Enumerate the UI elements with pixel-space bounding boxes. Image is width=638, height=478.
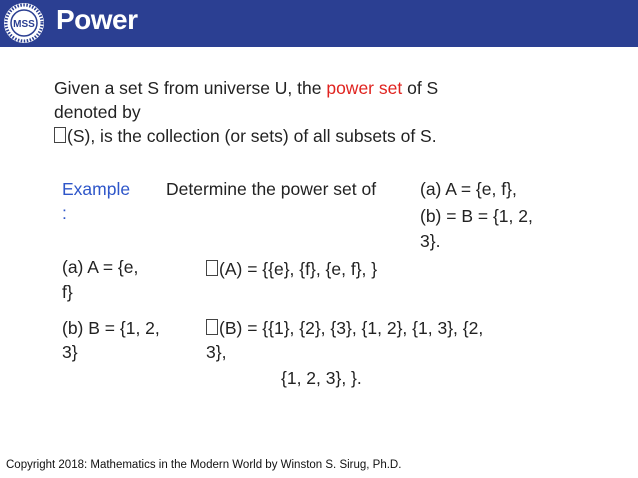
solution-a-left-2: f} — [62, 282, 73, 302]
example-label-2: : — [62, 203, 67, 223]
intro-text-b: of S — [402, 78, 439, 98]
power-set-symbol-icon — [206, 260, 218, 276]
svg-text:MSS: MSS — [13, 19, 35, 30]
solution-a-right — [206, 259, 377, 280]
solution-b-right-1 — [206, 318, 483, 339]
copyright-footer: Copyright 2018: Mathematics in the Modern World by Winston S. Sirug, Ph.D. — [6, 459, 402, 471]
example-label-1: Example — [62, 179, 131, 199]
intro-line-1 — [54, 78, 438, 99]
solution-b-left-1: (b) B = {1, 2, — [62, 318, 160, 338]
solution-a-left-1: (a) A = {e, — [62, 257, 139, 277]
solution-b-left-2: 3} — [62, 342, 78, 362]
power-set-symbol-icon — [206, 319, 218, 335]
example-prompt: Determine the power set of — [166, 179, 377, 199]
intro-text-a: Given a set S from universe U, the — [54, 78, 327, 98]
solution-a-text: (A) = {{e}, {f}, {e, f}, } — [219, 259, 378, 279]
intro-text-c: (S), is the collection (or sets) of all subsets of S. — [67, 126, 437, 146]
intro-line-3 — [54, 126, 437, 147]
mss-logo — [3, 2, 45, 44]
title-bar — [0, 0, 638, 47]
intro-line-2: denoted by — [54, 102, 141, 122]
example-part-b-1: (b) = B = {1, 2, — [420, 206, 533, 226]
example-part-b-2: 3}. — [420, 231, 441, 251]
power-set-term: power set — [326, 78, 403, 98]
solution-b-text-1: (B) = {{1}, {2}, {3}, {1, 2}, {1, 3}, {2, — [219, 318, 484, 338]
slide-title: Power — [56, 4, 138, 35]
solution-b-right-2: 3}, — [206, 342, 227, 362]
example-part-a: (a) A = {e, f}, — [420, 179, 517, 199]
solution-b-right-3: {1, 2, 3}, }. — [281, 368, 362, 388]
power-set-symbol-icon — [54, 127, 66, 143]
